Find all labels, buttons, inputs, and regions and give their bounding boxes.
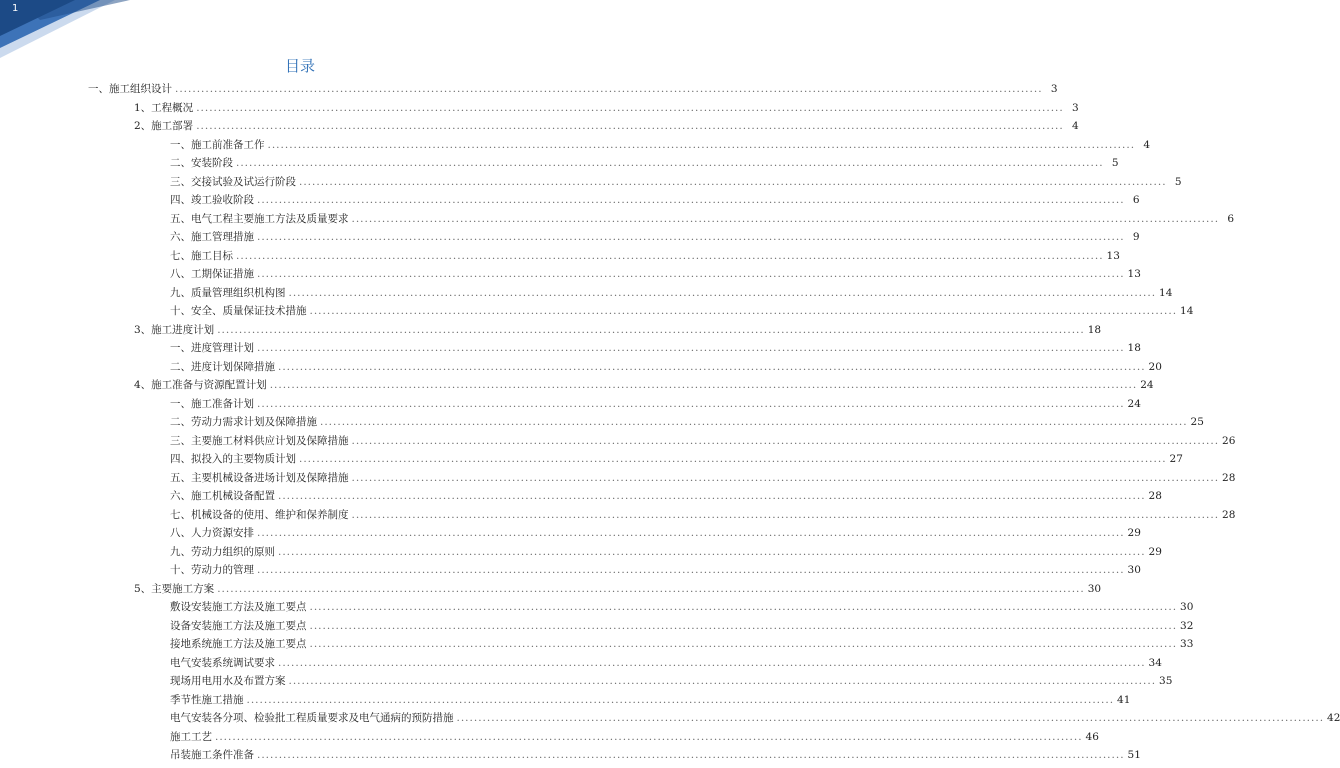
toc-entry-label: 设备安装施工方法及施工要点 [170, 619, 307, 632]
toc-page-number: 30 [1087, 582, 1102, 595]
toc-dot-leader: ........................................................................................................................................................................................................ [320, 416, 1188, 428]
toc-dot-leader: ........................................................................................................................................................................................................ [456, 712, 1325, 724]
toc-entry[interactable] [170, 654, 1162, 672]
toc-entry-label: 五、电气工程主要施工方法及质量要求 [170, 212, 349, 225]
toc-page-number: 20 [1148, 360, 1162, 373]
toc-page-number: 24 [1140, 379, 1154, 391]
toc-entry-label: 十、劳动力的管理 [170, 564, 254, 576]
toc-page-number: 42 [1327, 712, 1340, 724]
toc-page-number: 5 [1174, 175, 1182, 188]
toc-entry-label: 季节性施工措施 [170, 693, 244, 706]
toc-entry[interactable] [134, 580, 1102, 598]
toc-entry[interactable] [134, 376, 1154, 394]
toc-page-number: 14 [1159, 286, 1173, 299]
toc-entry[interactable] [170, 635, 1194, 653]
toc-entry[interactable] [170, 358, 1162, 376]
toc-entry[interactable] [170, 524, 1141, 542]
toc-entry-label: 八、人力资源安排 [170, 527, 254, 539]
toc-page-number: 18 [1087, 323, 1102, 336]
toc-entry-label: 1、工程概况 [134, 101, 194, 114]
toc-entry[interactable] [170, 728, 1099, 746]
toc-dot-leader: ........................................................................................................................................................................................................ [196, 101, 1064, 114]
toc-entry-label: 施工工艺 [170, 730, 212, 743]
toc-dot-leader: ........................................................................................................................................................................................................ [196, 120, 1064, 132]
toc-dot-leader: ........................................................................................................................................................................................................ [309, 305, 1178, 317]
toc-page-number: 30 [1180, 601, 1194, 613]
toc-page-number: 6 [1132, 194, 1140, 206]
toc-entry[interactable] [170, 395, 1141, 413]
toc-page-number: 4 [1143, 138, 1151, 151]
toc-entry[interactable] [170, 709, 1340, 727]
toc-entry-label: 五、主要机械设备进场计划及保障措施 [170, 471, 349, 484]
toc-entry-label: 敷设安装施工方法及施工要点 [170, 601, 307, 613]
toc-entry-label: 六、施工管理措施 [170, 231, 254, 243]
toc-page-number: 35 [1159, 675, 1173, 687]
toc-entry-label: 吊装施工条件准备 [170, 749, 254, 761]
toc-entry[interactable] [170, 173, 1182, 191]
toc-dot-leader: ........................................................................................................................................................................................................ [309, 601, 1178, 613]
toc-entry-label: 二、安装阶段 [170, 157, 233, 169]
toc-entry[interactable] [170, 746, 1141, 764]
toc-entry[interactable] [170, 487, 1162, 505]
toc-entry[interactable] [170, 284, 1173, 302]
toc-entry[interactable] [170, 432, 1236, 450]
toc-entry-label: 接地系统施工方法及施工要点 [170, 638, 307, 650]
toc-entry-label: 三、主要施工材料供应计划及保障措施 [170, 434, 349, 447]
toc-dot-leader: ........................................................................................................................................................................................................ [217, 582, 1085, 595]
toc-page-number: 46 [1085, 730, 1099, 743]
toc-entry[interactable] [170, 154, 1119, 172]
toc-entry-label: 4、施工准备与资源配置计划 [134, 379, 267, 391]
toc-entry-label: 一、进度管理计划 [170, 342, 254, 354]
toc-entry-label: 七、机械设备的使用、维护和保养制度 [170, 508, 349, 521]
toc-entry[interactable] [134, 99, 1079, 117]
toc-entry-label: 2、施工部署 [134, 120, 194, 132]
toc-entry[interactable] [170, 672, 1173, 690]
toc-entry-label: 现场用电用水及布置方案 [170, 675, 286, 687]
toc-dot-leader: ........................................................................................................................................................................................................ [236, 249, 1104, 262]
toc-entry[interactable] [170, 210, 1235, 228]
toc-entry-label: 七、施工目标 [170, 249, 233, 262]
toc-entry-label: 二、进度计划保障措施 [170, 360, 275, 373]
toc-dot-leader: ........................................................................................................................................................................................................ [351, 434, 1220, 447]
toc-entry-label: 八、工期保证措施 [170, 268, 254, 280]
toc-dot-leader: ........................................................................................................................................................................................................ [278, 490, 1146, 502]
toc-page-number: 29 [1148, 545, 1162, 558]
toc-page-number: 3 [1072, 101, 1079, 114]
toc-entry-label: 三、交接试验及试运行阶段 [170, 175, 296, 188]
toc-dot-leader: ........................................................................................................................................................................................................ [236, 157, 1104, 169]
toc-dot-leader: ........................................................................................................................................................................................................ [215, 730, 1083, 743]
toc-dot-leader: ........................................................................................................................................................................................................ [257, 231, 1125, 243]
toc-dot-leader: ........................................................................................................................................................................................................ [309, 638, 1178, 650]
toc-entry[interactable] [170, 339, 1141, 357]
toc-page-number: 28 [1222, 471, 1236, 484]
toc-entry[interactable] [170, 136, 1151, 154]
toc-dot-leader: ........................................................................................................................................................................................................ [278, 545, 1146, 558]
toc-dot-leader: ........................................................................................................................................................................................................ [299, 175, 1167, 188]
toc-dot-leader: ........................................................................................................................................................................................................ [267, 138, 1136, 151]
toc-dot-leader: ........................................................................................................................................................................................................ [278, 360, 1146, 373]
toc-entry-label: 四、拟投入的主要物质计划 [170, 453, 296, 465]
toc-page-number: 13 [1127, 268, 1141, 280]
toc-page-number: 32 [1180, 619, 1194, 632]
toc-entry-label: 四、竣工验收阶段 [170, 194, 254, 206]
toc-dot-leader: ........................................................................................................................................................................................................ [288, 675, 1157, 687]
toc-entry-label: 十、安全、质量保证技术措施 [170, 305, 307, 317]
toc-page-number: 33 [1180, 638, 1194, 650]
toc-page-number: 27 [1169, 453, 1183, 465]
toc-entry[interactable] [170, 506, 1236, 524]
toc-dot-leader: ........................................................................................................................................................................................................ [351, 508, 1220, 521]
toc-page-number: 51 [1127, 749, 1141, 761]
toc-dot-leader: ........................................................................................................................................................................................................ [257, 268, 1125, 280]
toc-entry[interactable] [170, 543, 1162, 561]
toc-page-number: 28 [1148, 490, 1162, 502]
toc-page-number: 13 [1106, 249, 1120, 262]
toc-entry-label: 六、施工机械设备配置 [170, 490, 275, 502]
toc-dot-leader: ........................................................................................................................................................................................................ [257, 397, 1125, 410]
toc-entry-label: 3、施工进度计划 [134, 323, 215, 336]
toc-page-number: 25 [1190, 416, 1204, 428]
page-title: 目录 [284, 57, 315, 75]
toc-entry[interactable] [170, 691, 1131, 709]
toc-page-number: 4 [1072, 120, 1079, 132]
toc-entry[interactable] [170, 265, 1141, 283]
toc-dot-leader: ........................................................................................................................................................................................................ [309, 619, 1178, 632]
toc-page-number: 14 [1180, 305, 1194, 317]
toc-entry[interactable] [170, 191, 1140, 209]
toc-entry[interactable] [170, 228, 1140, 246]
toc-dot-leader: ........................................................................................................................................................................................................ [257, 194, 1125, 206]
toc-entry[interactable] [170, 469, 1236, 487]
toc-entry[interactable] [134, 117, 1079, 135]
toc-entry[interactable] [170, 302, 1194, 320]
toc-entry-label: 一、施工准备计划 [170, 397, 254, 410]
toc-page-number: 29 [1127, 527, 1141, 539]
toc-page-number: 5 [1111, 157, 1119, 169]
toc-entry-label: 电气安装系统调试要求 [170, 656, 275, 669]
toc-dot-leader: ........................................................................................................................................................................................................ [257, 749, 1125, 761]
toc-dot-leader: ........................................................................................................................................................................................................ [246, 693, 1115, 706]
toc-entry-label: 九、质量管理组织机构图 [170, 286, 286, 299]
toc-dot-leader: ........................................................................................................................................................................................................ [351, 212, 1220, 225]
toc-page-number: 24 [1127, 397, 1141, 410]
toc-dot-leader: ........................................................................................................................................................................................................ [299, 453, 1167, 465]
toc-page-number: 26 [1222, 434, 1236, 447]
toc-dot-leader: ........................................................................................................................................................................................................ [351, 471, 1220, 484]
toc-page-number: 41 [1117, 693, 1131, 706]
toc-entry-label: 一、施工组织设计 [88, 83, 172, 95]
toc-entry[interactable] [170, 561, 1141, 579]
toc-dot-leader: ........................................................................................................................................................................................................ [217, 323, 1085, 336]
toc-entry[interactable] [134, 321, 1102, 339]
toc-page-number: 6 [1227, 212, 1235, 225]
toc-entry[interactable] [88, 80, 1058, 98]
toc-entry-label: 5、主要施工方案 [134, 582, 215, 595]
toc-page-number: 30 [1127, 564, 1141, 576]
toc-entry[interactable] [170, 413, 1204, 431]
toc-dot-leader: ........................................................................................................................................................................................................ [257, 527, 1125, 539]
toc-page-number: 34 [1148, 656, 1162, 669]
toc-entry[interactable] [170, 247, 1120, 265]
toc-dot-leader: ........................................................................................................................................................................................................ [175, 83, 1043, 95]
toc-page-number: 9 [1132, 231, 1140, 243]
toc-page-number: 18 [1127, 342, 1141, 354]
toc-entry-label: 电气安装各分项、检验批工程质量要求及电气通病的预防措施 [170, 712, 454, 724]
page-number: 1 [12, 3, 19, 14]
toc-entry[interactable] [170, 598, 1194, 616]
toc-entry[interactable] [170, 450, 1183, 468]
toc-page-number: 28 [1222, 508, 1236, 521]
toc-dot-leader: ........................................................................................................................................................................................................ [257, 342, 1125, 354]
toc-dot-leader: ........................................................................................................................................................................................................ [278, 656, 1146, 669]
toc-page-number: 3 [1050, 83, 1058, 95]
toc-entry[interactable] [170, 617, 1194, 635]
toc-entry-label: 一、施工前准备工作 [170, 138, 265, 151]
toc-entry-label: 二、劳动力需求计划及保障措施 [170, 416, 317, 428]
toc-entry-label: 九、劳动力组织的原则 [170, 545, 275, 558]
toc-dot-leader: ........................................................................................................................................................................................................ [257, 564, 1125, 576]
toc-dot-leader: ........................................................................................................................................................................................................ [288, 286, 1157, 299]
toc-dot-leader: ........................................................................................................................................................................................................ [269, 379, 1138, 391]
